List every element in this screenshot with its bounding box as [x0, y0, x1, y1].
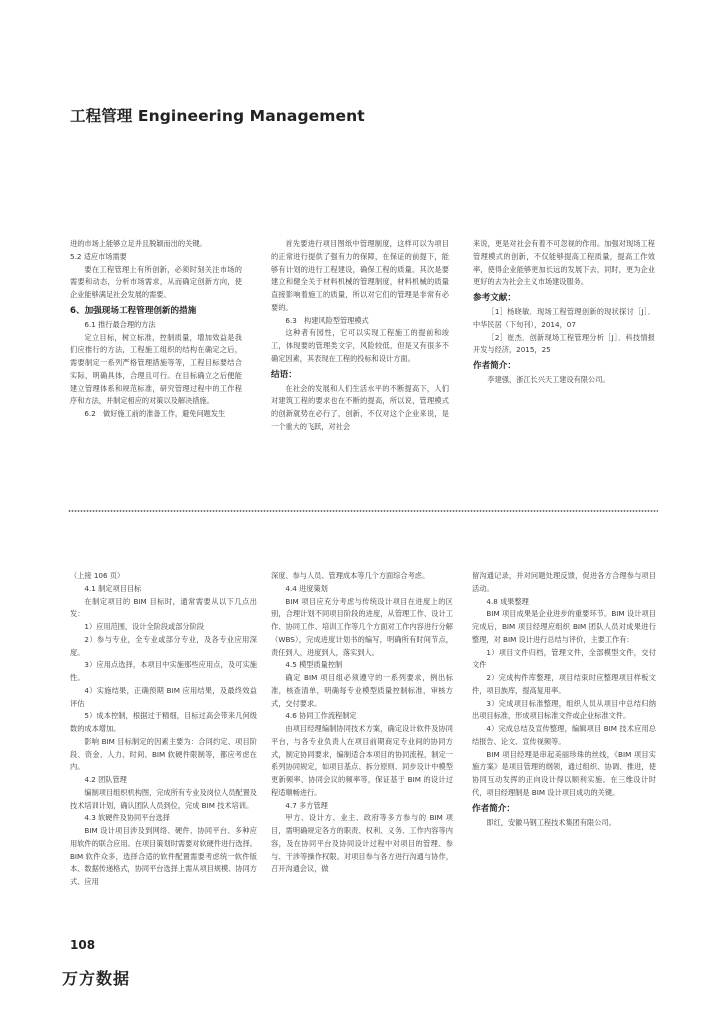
- paragraph: 李建强，浙江长兴天工建设有限公司。: [487, 375, 610, 384]
- paragraph: 6.1 推行最合理的方法: [84, 319, 156, 329]
- paragraph: 定立目标，树立标准，控制质量，增加效益是我们应推行的方法，工程施工组织的结构在确定之后，需要制定一系列严格管理措施等等，工程目标要结合实际，明确具体，合理且可行。在目标确立之后便能建立管理体系和规范标准，研究管理过程中的工作程序和方法，并制定相应的对策以及解决措施。: [70, 332, 242, 406]
- section-heading: 6、加强现场工程管理创新的措施: [70, 305, 197, 316]
- watermark-text: 万方数据: [62, 969, 131, 988]
- top-column-3: [473, 238, 655, 493]
- page-number: 108: [70, 938, 96, 952]
- paragraph: 深度、参与人员、管理成本等几个方面综合考虑。: [271, 571, 430, 580]
- paragraph: BIM 项目经理是串起美丽珍珠的丝线，《BIM 项目实施方案》是项目管理的纲领，通过组织、协调、推进，使协同互动发挥的正向设计得以顺利实施。在三维设计时代，项目经理制是 BIM 设计项目成功的关键。: [472, 749, 656, 797]
- bottom-column-3: [472, 570, 656, 920]
- paragraph: 4.1 制定项目目标: [84, 583, 142, 593]
- paragraph: 5.2 适应市场需要: [70, 251, 127, 261]
- paragraph: 影响 BIM 目标制定的因素主要为：合同约定、项目阶段、资金、人力、时间、BIM 软硬件限制等，都应考虑在内。: [70, 736, 257, 772]
- paragraph: 6.3 构建风险型管理模式: [285, 315, 369, 325]
- paragraph: 1）应用范围，设计全阶段或部分阶段: [84, 622, 204, 631]
- bottom-column-2: [271, 570, 453, 920]
- paragraph: 进的市场上能够立足并且脱颖而出的关键。: [70, 239, 207, 248]
- paragraph: 4.3 软硬件及协同平台选择: [84, 813, 170, 823]
- bottom-column-1: [70, 570, 257, 920]
- paragraph: 4.5 模型质量控制: [285, 660, 343, 670]
- section-heading: 参考文献：: [473, 293, 516, 303]
- paragraph: 6.2 做好施工前的准备工作，避免问题发生: [84, 409, 226, 418]
- paragraph: 要在工程管理上有所创新，必须时刻关注市场的需要和动态，分析市场需求，从而确定创新方向，使企业能够满足社会发展的需要。: [70, 264, 242, 299]
- paragraph: BIM 项目应充分考虑与传统设计项目在进度上的区别，合理计划不同项目阶段的进度，从管理工作、设计工作、协同工作、培训工作等几个方面对工作内容进行分解（WBS），完成进度计划书的编写，明确所有时间节点，责任到人，进度到人，落实到人。: [271, 596, 453, 657]
- paragraph: 确定 BIM 项目组必须遵守的一系列要求，例出标准，核查清单，明确每专业模型质量控制标准，审核方式，交付要求。: [271, 673, 453, 708]
- paragraph: 4.7 多方管理: [285, 800, 328, 810]
- paragraph: （上接 106 页）: [70, 571, 125, 580]
- paragraph: 在社会的发展和人们生活水平的不断提高下，人们对建筑工程的要求也在不断的提高，所以说，管理模式的创新就势在必行了，创新，不仅对这个企业来说，是一个重大的飞跃，对社会: [271, 383, 449, 431]
- paragraph: 1）项目文件归档，管理文件，全部模型文件，交付文件: [472, 647, 656, 670]
- paragraph: 这种者有园性，它可以实现工程施工的提前和竣工，体现要的管理类文字，风险较低，但是又有很多不确定因素，其表现在工程的投标和设计方面。: [271, 328, 449, 363]
- paragraph: 3）应用点选择，本项目中实施那些应用点，及可实施性。: [70, 660, 257, 682]
- journal-header: 工程管理 Engineering Management: [70, 107, 365, 125]
- paragraph: BIM 项目成果是企业进步的重要环节。BIM 设计项目完成后，BIM 项目经理应组织 BIM 团队人员对成果进行整理，对 BIM 设计进行总结与评价，主要工作有：: [472, 609, 656, 644]
- paragraph: 5）成本控制，根据过于精细，目标过高会带来几何级数的成本增加。: [70, 711, 257, 733]
- paragraph: 甲方、设计方、业主、政府等多方参与的 BIM 项目，需明确规定各方的职责、权利、义务、工作内容等内容，及在协同平台及协同设计过程中对项目的管理、参与、干涉等操作权限。对项目参与各方进行沟通与协作，召开沟通会议，做: [271, 813, 453, 874]
- paragraph: 在制定项目的 BIM 目标时，通常需要从以下几点出发：: [70, 596, 257, 619]
- paragraph: 2）参与专业，全专业或部分专业，及各专业应用深度。: [70, 634, 257, 657]
- paragraph: 来说，更是对社会有着不可忽视的作用。加强对现场工程管理模式的创新，不仅能够提高工程质量，提高工作效率，使得企业能够更加长远的发展下去，同时，更为企业更好的去为社会主义市场建设服务。: [473, 239, 655, 287]
- section-heading: 结语：: [271, 369, 297, 380]
- paragraph: ［2］崔杰．创新现场工程管理分析［J］．科技情报开发与经济，2015，25: [473, 332, 655, 355]
- top-column-1: [70, 238, 242, 493]
- paragraph: 编制项目组织机构图，完成所有专业及岗位人员配置及技术培训计划，确认团队人员到位，完成 BIM 技术培训。: [70, 787, 257, 810]
- paragraph: 4.6 协同工作流程制定: [285, 711, 357, 721]
- paragraph: 4）实施结果，正确预期 BIM 应用结果，及最终效益评估: [70, 685, 257, 708]
- paragraph: 4）完成总结及宣传整理，编辑项目 BIM 技术应用总结报告、论文、宣传视频等。: [472, 724, 656, 746]
- paragraph: ［1］杨晓敏．现场工程管理创新的现状探讨［J］．中华民居（下旬刊），2014，07: [473, 307, 655, 329]
- paragraph: 4.8 成果整理: [486, 596, 529, 606]
- section-heading: 作者简介：: [472, 803, 515, 814]
- paragraph: 即红，安徽马钢工程技术集团有限公司。: [486, 817, 616, 827]
- paragraph: 首先要进行项目图纸中管理制度，这样可以为项目的正常进行提供了强有力的保障，在保证的前提下，能够有计划的进行工程建设，确保工程的质量。其次是要建立和健全关于材料机械的管理制度，材料机械的质量直接影响着施工的质量，所以对它们的管理是非常有必要的。: [271, 239, 449, 312]
- paragraph: BIM 设计项目涉及到网络、硬件、协同平台、多种应用软件的联合应用。在项目策划时需要对软硬件进行选择。BIM 软件众多，选择合适的软件配置需要考虑统一软件版本、数据传递格式，协同平台选择上需从项目规模、协同方式、应用: [70, 826, 257, 886]
- section-heading: 作者简介：: [473, 361, 516, 371]
- paragraph: 3）完成项目标准整理，组织人员从项目中总结归纳出项目标准，形成项目标准文件或企业标准文件。: [472, 698, 656, 721]
- paragraph: 留沟通记录，并对问题处理反馈，促进各方合理参与项目活动。: [472, 571, 656, 593]
- top-column-2: [271, 238, 449, 493]
- paragraph: 由项目经理编制协同技术方案，确定设计软件及协同平台，与各专业负责人在项目前期商定专业间的协同方式，制定协同要求，编制适合本项目的协同流程，制定一系列协同规定，如项目基点、拆分原则、同步设计中模型更新频率、协同会议的频率等，保证基于 BIM 的设计过程适顺畅进行。: [271, 724, 453, 797]
- paragraph: 4.2 团队管理: [84, 775, 127, 784]
- section-divider: [68, 509, 658, 513]
- paragraph: 4.4 进度策划: [285, 583, 328, 593]
- paragraph: 2）完成构件库整理，项目结束时应整理项目样板文件，项目族库，提高复用率。: [472, 673, 656, 695]
